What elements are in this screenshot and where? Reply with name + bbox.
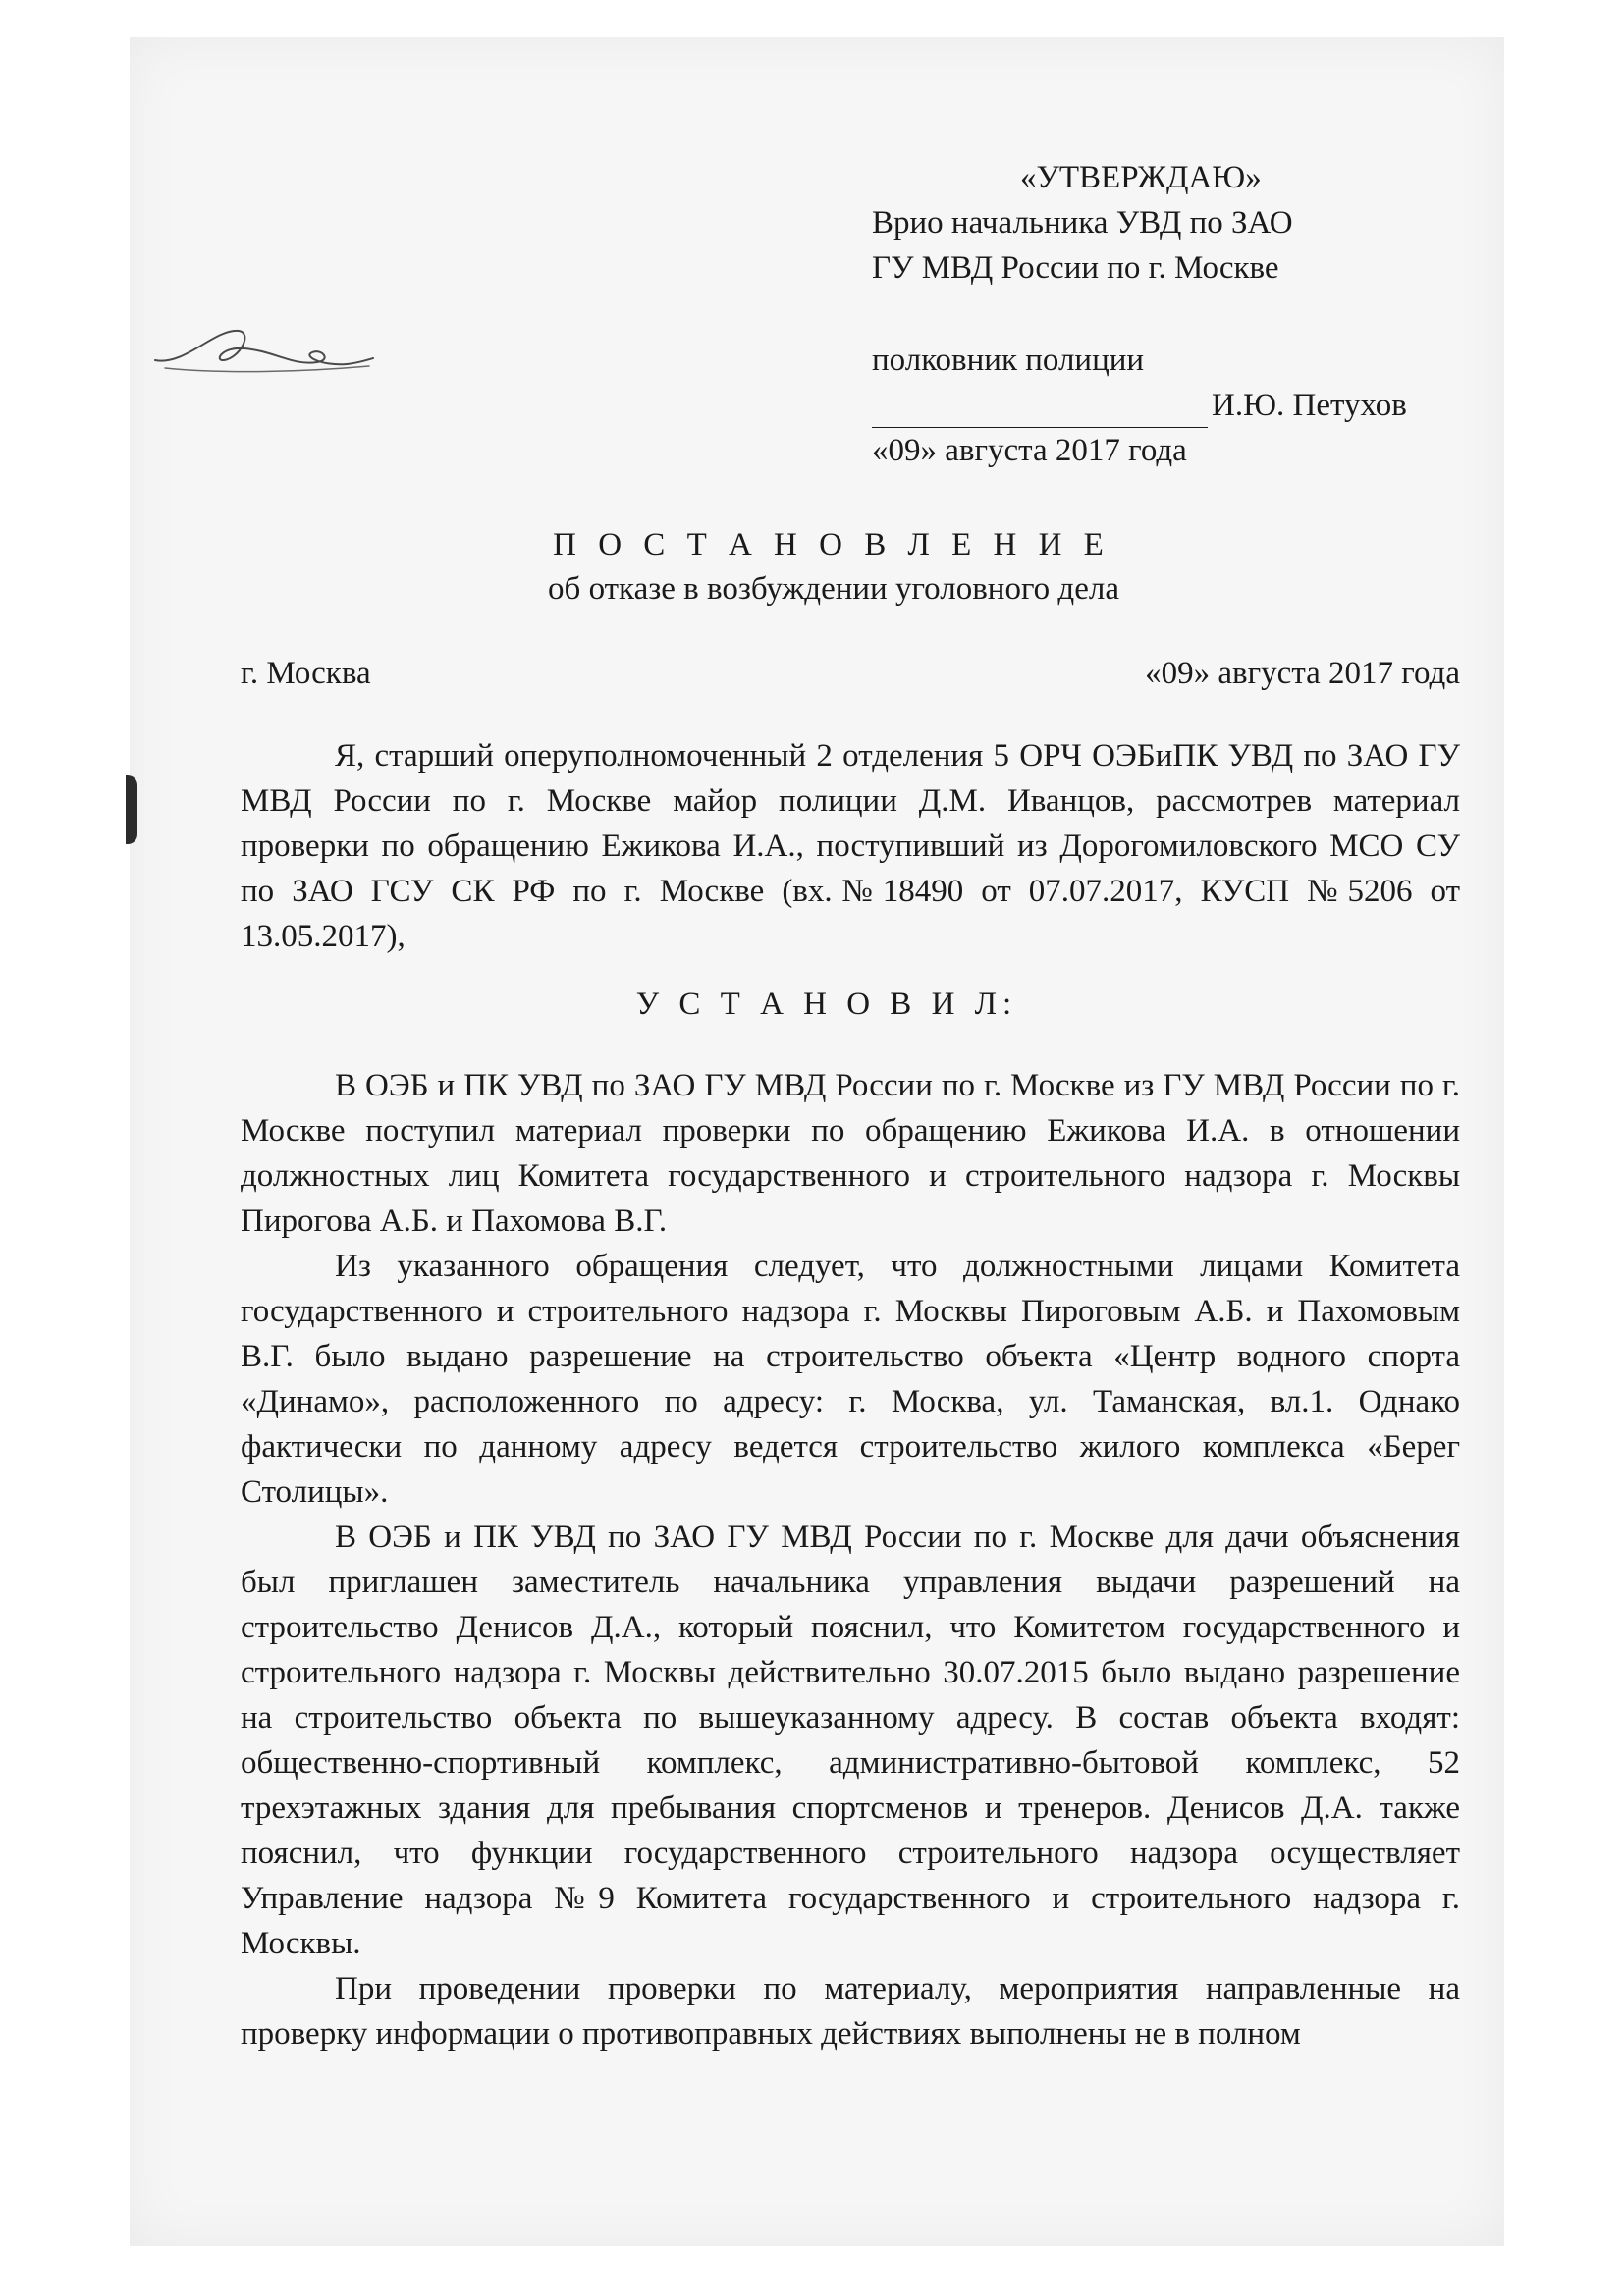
body-paragraph: При проведении проверки по материалу, мероприятия направленные на проверку информации о противоправных действиях выполнены не в полном — [241, 1971, 1460, 2052]
intro-paragraph: Я, старший оперуполномоченный 2 отделения 5 ОРЧ ОЭБиПК УВД по ЗАО ГУ МВД России по г. Москве майор полиции Д.М. Иванцов, рассмотрев материал проверки по обращению Ежикова И.А., поступивший из Дорогомиловского МСО СУ по ЗАО ГСУ СК РФ по г. Москве (вх.№18490 от 07.07.2017, КУСП №5206 от 13.05.2017), — [241, 738, 1460, 954]
handwritten-signature — [145, 309, 381, 378]
approver-name: И.Ю. Петухов — [1212, 388, 1407, 423]
document-date: «09» августа 2017 года — [1145, 656, 1460, 691]
body-paragraph: Из указанного обращения следует, что должностными лицами Комитета государственного и строительного надзора г. Москвы Пироговым А.Б. и Пахомовым В.Г. было выдано разрешение на строительство объекта «Центр водного спорта «Динамо», расположенного по адресу: г. Москва, ул. Таманская, вл.1. Однако фактически по данному адресу ведется строительство жилого комплекса «Берег Столицы». — [241, 1249, 1460, 1510]
punch-hole-mark — [126, 775, 137, 844]
document-title: П О С Т А Н О В Л Е Н И Е — [553, 527, 1110, 562]
signature-blank — [872, 392, 1208, 428]
main-text-block — [241, 1063, 1460, 2056]
body-paragraph: В ОЭБ и ПК УВД по ЗАО ГУ МВД России по г. Москве для дачи объяснения был приглашен заместитель начальника управления выдачи разрешений на строительство Денисов Д.А., который пояснил, что Комитетом государственного и строительного надзора г. Москвы действительно 30.07.2015 было выдано разрешение на строительство объекта по вышеуказанному адресу. В состав объекта входят: общественно-спортивный комплекс, административно-бытовой комплекс, 52 трехэтажных здания для пребывания спортсменов и тренеров. Денисов Д.А. также пояснил, что функции государственного строительного надзора осуществляет Управление надзора №9 Комитета государственного и строительного надзора г. Москвы. — [241, 1520, 1460, 1961]
approval-date: «09» августа 2017 года — [872, 433, 1187, 468]
intro-paragraph-block — [241, 733, 1460, 959]
approval-block — [872, 155, 1451, 473]
approval-title: «УТВЕРЖДАЮ» — [1020, 160, 1262, 195]
body-paragraph: В ОЭБ и ПК УВД по ЗАО ГУ МВД России по г. Москве из ГУ МВД России по г. Москве поступил материал проверки по обращению Ежикова И.А. в отношении должностных лиц Комитета государственного и строительного надзора г. Москвы Пирогова А.Б. и Пахомова В.Г. — [241, 1068, 1460, 1239]
approval-rank: полковник полиции — [872, 343, 1145, 378]
document-subtitle: об отказе в возбуждении уголовного дела — [548, 571, 1119, 607]
document-place: г. Москва — [241, 656, 371, 691]
approval-position-line2: ГУ МВД России по г. Москве — [872, 250, 1279, 286]
approval-position-line1: Врио начальника УВД по ЗАО — [872, 205, 1293, 240]
section-heading: У С Т А Н О В И Л: — [635, 987, 1018, 1022]
place-date-line — [241, 656, 1460, 692]
signature-line — [872, 383, 1451, 428]
